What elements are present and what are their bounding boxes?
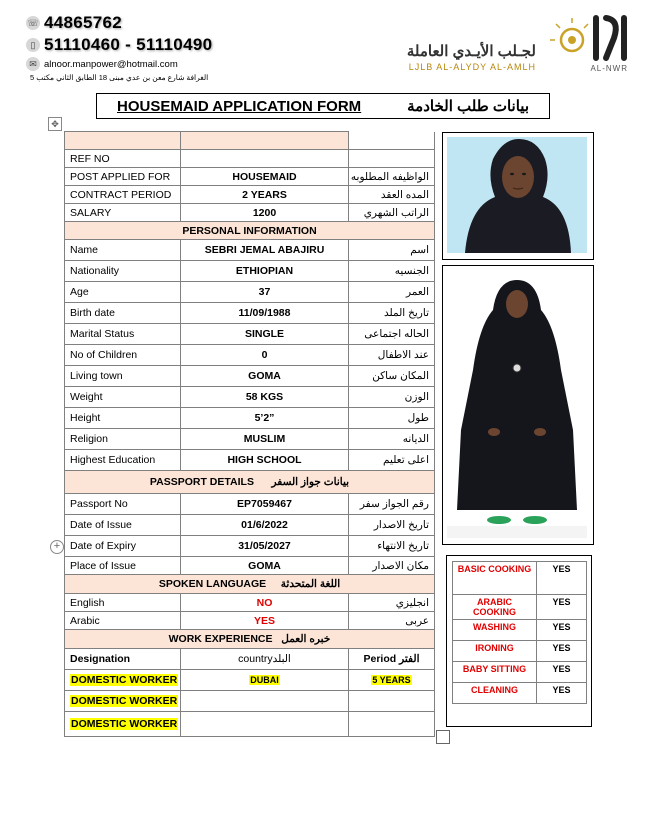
phone-main: 44865762: [44, 13, 123, 32]
table-row: [65, 150, 435, 168]
row-value: ETHIOPIAN: [181, 261, 349, 282]
skills-table: [452, 561, 587, 704]
table-row: [65, 345, 435, 366]
row-label: CONTRACT PERIOD: [65, 186, 181, 204]
row-value: 2 YEARS: [181, 186, 349, 204]
skill-name: WASHING: [453, 620, 537, 641]
row-label: Religion: [65, 429, 181, 450]
fullbody-person-icon: [447, 270, 587, 538]
row-arabic: الديانه: [349, 429, 435, 450]
row-label: SALARY: [65, 204, 181, 222]
office-address: الغرافة شارع معن بن عدي مبنى 18 الطابق الثاني مكتب 5: [30, 73, 209, 82]
row-value: SEBRI JEMAL ABAJIRU: [181, 240, 349, 261]
row-value: 31/05/2027: [181, 536, 349, 557]
skills-box: [446, 555, 592, 727]
skill-row: [453, 641, 587, 662]
row-value: 01/6/2022: [181, 515, 349, 536]
row-arabic: تاريخ الملد: [349, 303, 435, 324]
row-arabic: طول: [349, 408, 435, 429]
row-label: No of Children: [65, 345, 181, 366]
work-country: [181, 712, 349, 737]
work-col-country: countryالبلد: [181, 649, 349, 670]
work-designation: DOMESTIC WORKER: [71, 674, 178, 686]
skill-name: CLEANING: [453, 683, 537, 704]
skill-value: YES: [537, 662, 587, 683]
table-row: [65, 670, 435, 691]
row-value: GOMA: [181, 366, 349, 387]
skill-row: [453, 562, 587, 595]
table-row: [65, 612, 435, 630]
row-value: NO: [181, 594, 349, 612]
logo-english-text: LJLB AL-ALYDY AL-AMLH: [408, 62, 536, 72]
row-value: GOMA: [181, 557, 349, 575]
phone-icon: ☏: [26, 16, 40, 30]
row-label: Date of Issue: [65, 515, 181, 536]
skill-value: YES: [537, 641, 587, 662]
row-arabic: انجليزي: [349, 594, 435, 612]
headshot-photo: [447, 137, 587, 253]
skill-row: [453, 620, 587, 641]
work-designation: DOMESTIC WORKER: [71, 695, 178, 707]
skill-name: IRONING: [453, 641, 537, 662]
row-arabic: الجنسيه: [349, 261, 435, 282]
table-row: [65, 366, 435, 387]
row-arabic: تاريخ الاصدار: [349, 515, 435, 536]
fullbody-photo-frame: [442, 265, 594, 545]
section-title-arabic: بيانات جواز السفر: [271, 476, 350, 488]
skill-name: BABY SITTING: [453, 662, 537, 683]
work-country: [181, 691, 349, 712]
row-label: Arabic: [65, 612, 181, 630]
table-row: [65, 168, 435, 186]
email-icon: ✉: [26, 57, 40, 71]
section-passport: [65, 471, 435, 494]
table-row: [65, 186, 435, 204]
table-row: [65, 536, 435, 557]
row-value: 5’2”: [181, 408, 349, 429]
headshot-person-icon: [447, 137, 587, 253]
row-arabic: الحاله اجتماعى: [349, 324, 435, 345]
table-row: [65, 261, 435, 282]
add-row-handle-icon[interactable]: +: [50, 540, 64, 554]
work-col-period: Period الفتر: [349, 649, 435, 670]
row-label: Passport No: [65, 494, 181, 515]
row-label: Highest Education: [65, 450, 181, 471]
row-arabic: الوزن: [349, 387, 435, 408]
row-arabic: عربى: [349, 612, 435, 630]
work-period: [349, 691, 435, 712]
row-arabic: [349, 150, 435, 168]
table-row: [65, 450, 435, 471]
skill-row: [453, 683, 587, 704]
skill-row: [453, 662, 587, 683]
table-row: [65, 515, 435, 536]
logo-arabic-text: لجـلب الأيـدي العاملة: [406, 43, 536, 60]
row-label: Birth date: [65, 303, 181, 324]
row-label: Age: [65, 282, 181, 303]
table-row: [65, 712, 435, 737]
row-label: English: [65, 594, 181, 612]
work-period: 5 YEARS: [372, 675, 411, 685]
row-value: EP7059467: [181, 494, 349, 515]
section-title: SPOKEN LANGUAGE: [158, 578, 267, 590]
row-arabic: رقم الجواز سفر: [349, 494, 435, 515]
work-period: [349, 712, 435, 737]
row-arabic: الواظيفه المطلوبه: [349, 168, 435, 186]
table-row: [65, 408, 435, 429]
row-value: 11/09/1988: [181, 303, 349, 324]
application-table: [64, 131, 435, 737]
skill-row: [453, 595, 587, 620]
row-value: [181, 150, 349, 168]
section-personal: [65, 222, 435, 240]
row-arabic: المده العقد: [349, 186, 435, 204]
row-label: Name: [65, 240, 181, 261]
table-move-handle-icon[interactable]: ✥: [48, 117, 62, 131]
table-row: [65, 429, 435, 450]
table-row: [65, 282, 435, 303]
table-row: [65, 691, 435, 712]
row-value: 0: [181, 345, 349, 366]
table-row: [65, 557, 435, 575]
skill-value: YES: [537, 620, 587, 641]
work-designation: DOMESTIC WORKER: [71, 718, 178, 730]
section-title: WORK EXPERIENCE: [168, 633, 273, 645]
row-arabic: الراتب الشهري: [349, 204, 435, 222]
skill-name: ARABIC COOKING: [453, 595, 537, 620]
skill-name: BASIC COOKING: [453, 562, 537, 595]
skill-value: YES: [537, 595, 587, 620]
headshot-photo-frame: [442, 132, 594, 260]
section-language: [65, 575, 435, 594]
phone-mobiles: 51110460 - 51110490: [44, 35, 213, 54]
row-value: 37: [181, 282, 349, 303]
email-address: alnoor.manpower@hotmail.com: [44, 58, 178, 70]
work-country: DUBAI: [250, 675, 279, 685]
table-row: [65, 594, 435, 612]
company-logo-icon: [544, 10, 636, 70]
row-value: MUSLIM: [181, 429, 349, 450]
row-arabic: اسم: [349, 240, 435, 261]
row-value: HIGH SCHOOL: [181, 450, 349, 471]
row-label: Living town: [65, 366, 181, 387]
table-row: [65, 240, 435, 261]
contact-block: [26, 12, 212, 82]
row-label: Marital Status: [65, 324, 181, 345]
row-label: POST APPLIED FOR: [65, 168, 181, 186]
table-row: [65, 303, 435, 324]
skill-value: YES: [537, 683, 587, 704]
row-label: Weight: [65, 387, 181, 408]
row-arabic: العمر: [349, 282, 435, 303]
skill-value: YES: [537, 562, 587, 595]
row-value: HOUSEMAID: [181, 168, 349, 186]
work-header-row: [65, 649, 435, 670]
section-title-arabic: خبره العمل: [281, 633, 331, 645]
row-arabic: اعلى تعليم: [349, 450, 435, 471]
row-arabic: مكان الاصدار: [349, 557, 435, 575]
section-title: PASSPORT DETAILS: [149, 476, 254, 488]
fullbody-photo: [447, 270, 587, 538]
row-arabic: تاريخ الانتهاء: [349, 536, 435, 557]
row-label: Date of Expiry: [65, 536, 181, 557]
table-row: [65, 387, 435, 408]
logo-brand-text: AL-NWR: [590, 64, 628, 73]
row-value: 58 KGS: [181, 387, 349, 408]
row-arabic: عند الاطفال: [349, 345, 435, 366]
row-value: YES: [181, 612, 349, 630]
form-title-bar: [96, 93, 550, 119]
work-col-designation: Designation: [65, 649, 181, 670]
row-label: Nationality: [65, 261, 181, 282]
table-row: [65, 494, 435, 515]
blank-header-row: [65, 132, 435, 150]
row-arabic: المكان ساكن: [349, 366, 435, 387]
form-title-english: HOUSEMAID APPLICATION FORM: [117, 97, 362, 115]
row-label: Height: [65, 408, 181, 429]
table-row: [65, 324, 435, 345]
table-row: [65, 204, 435, 222]
section-title-arabic: اللغة المتحدثة: [280, 578, 341, 590]
section-work: [65, 630, 435, 649]
text-box-anchor[interactable]: [436, 730, 450, 744]
form-title-arabic: بيانات طلب الخادمة: [407, 98, 529, 115]
section-title: PERSONAL INFORMATION: [65, 222, 435, 240]
row-value: 1200: [181, 204, 349, 222]
row-label: Place of Issue: [65, 557, 181, 575]
mobile-icon: ▯: [26, 38, 40, 52]
row-label: REF NO: [65, 150, 181, 168]
row-value: SINGLE: [181, 324, 349, 345]
